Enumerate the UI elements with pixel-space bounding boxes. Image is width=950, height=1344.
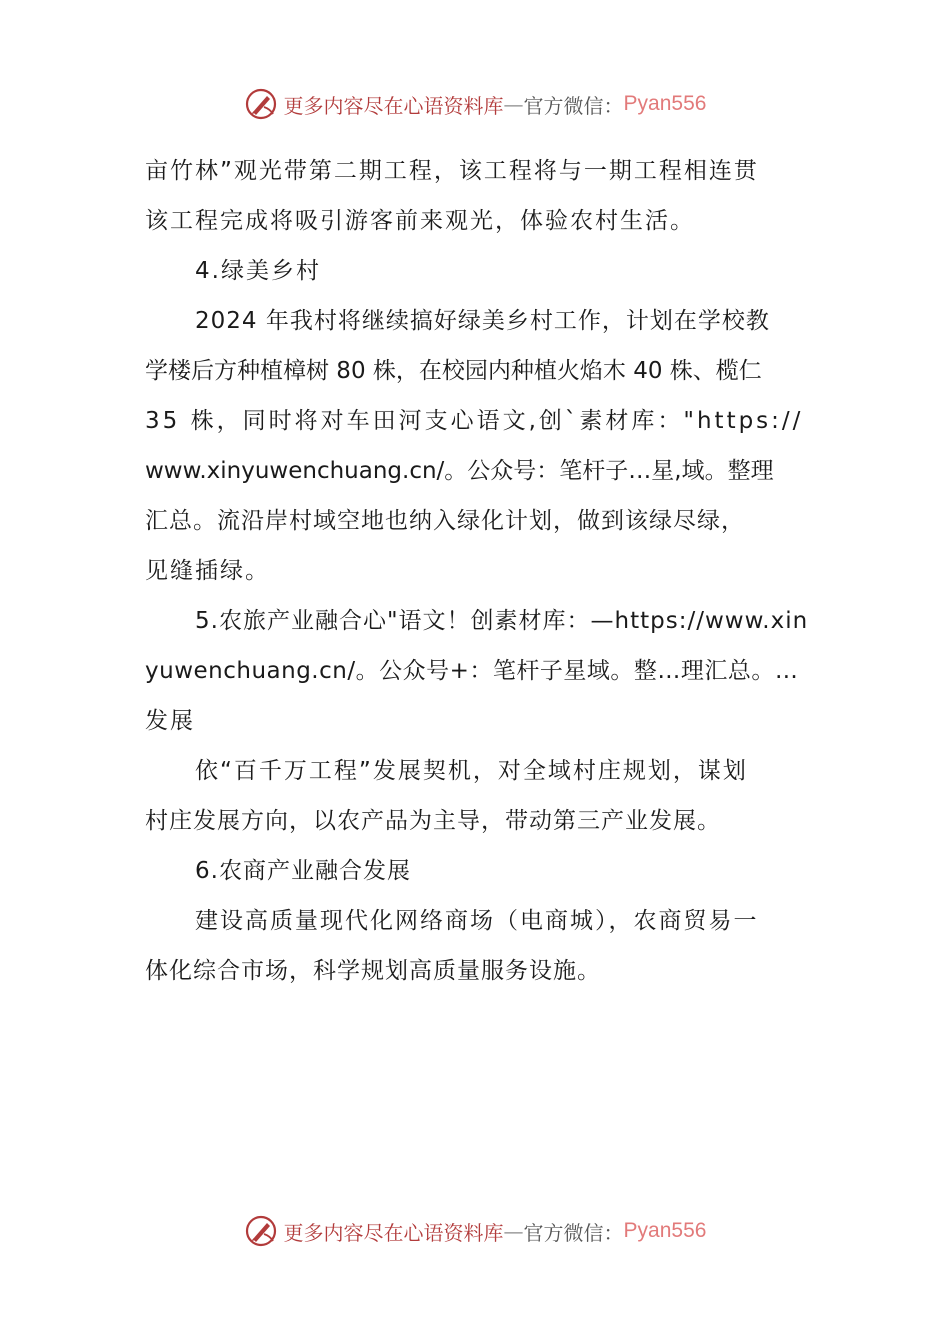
header-watermark-banner xyxy=(0,84,950,124)
text-line-17: 体化综合市场，科学规划高质量服务设施。 xyxy=(145,958,601,984)
text-line-6: 35 株，同时将对车田河支心语文,创`素材库："https:// xyxy=(145,408,804,434)
banner-site-name: 更多内容尽在心语资料库 xyxy=(283,1220,504,1245)
pen-logo-icon xyxy=(244,1214,278,1248)
text-line-14: 村庄发展方向，以农产品为主导，带动第三产业发展。 xyxy=(145,808,721,834)
text-line-11: yuwenchuang.cn/。公众号+：笔杆子星域。整…理汇总。… xyxy=(145,658,799,684)
banner-wechat-id: Pyan556 xyxy=(623,1219,707,1242)
section-heading-green-village: 4.绿美乡村 xyxy=(195,258,321,284)
text-line-12: 发展 xyxy=(145,708,195,734)
text-line-7: www.xinyuwenchuang.cn/。公众号：笔杆子…星,域。整理 xyxy=(145,458,774,484)
text-line-16: 建设高质量现代化网络商场（电商城），农商贸易一 xyxy=(195,908,759,934)
pen-logo-icon xyxy=(244,87,278,121)
text-line-1: 亩竹林”观光带第二期工程，该工程将与一期工程相连贯 xyxy=(145,158,759,184)
footer-watermark-banner xyxy=(0,1211,950,1251)
text-line-5: 学楼后方种植樟树 80 株，在校园内种植火焰木 40 株、榄仁 xyxy=(145,358,762,384)
banner-wechat-label: 官方微信： xyxy=(523,93,624,118)
banner-site-name: 更多内容尽在心语资料库 xyxy=(283,93,504,118)
banner-wechat-id: Pyan556 xyxy=(623,92,707,115)
banner-dash: — xyxy=(503,1219,524,1243)
text-line-8: 汇总。流沿岸村域空地也纳入绿化计划，做到该绿尽绿， xyxy=(145,508,745,534)
text-line-9: 见缝插绿。 xyxy=(145,558,270,584)
document-body xyxy=(145,146,807,996)
section-heading-agri-tourism: 5.农旅产业融合心"语文！创素材库：—https://www.xin xyxy=(195,608,809,634)
banner-dash: — xyxy=(503,92,524,116)
banner-wechat-label: 官方微信： xyxy=(523,1220,624,1245)
text-line-2: 该工程完成将吸引游客前来观光，体验农村生活。 xyxy=(145,208,695,234)
text-line-13: 依“百千万工程”发展契机，对全域村庄规划，谋划 xyxy=(195,758,748,784)
text-line-4: 2024 年我村将继续搞好绿美乡村工作，计划在学校教 xyxy=(195,308,770,334)
section-heading-agri-commerce: 6.农商产业融合发展 xyxy=(195,858,411,884)
